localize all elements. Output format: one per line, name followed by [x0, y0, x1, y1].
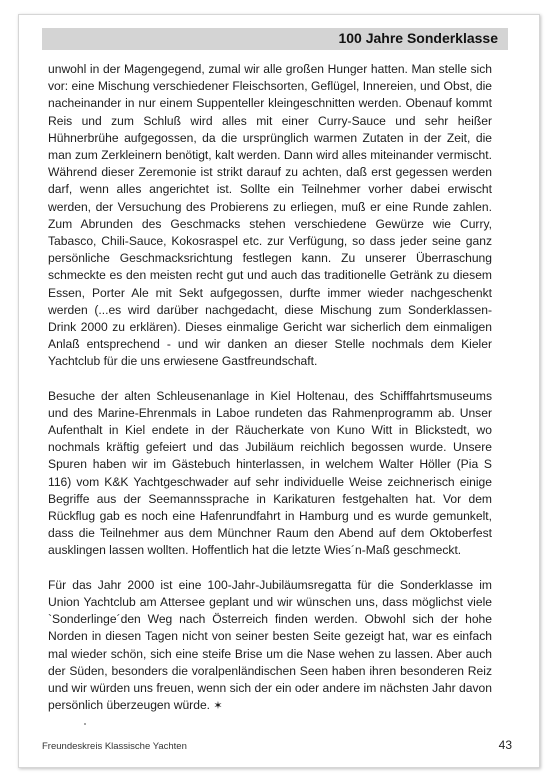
paragraph-2: Besuche der alten Schleusenanlage in Kiel Holtenau, des Schifffahrtsmuseums und des Marine-Ehrenmals in Laboe rundeten das Rahmenprogramm ab. Unser Aufenthalt in Kiel endete in der Räucherkate von Kuno Witt in Blickstedt, wo nochmals kräftig gefeiert und das Jubiläum reichlich begossen wurde. Unsere Spuren haben wir im Gästebuch hinterlassen, in welchem Walter Höller (Pia S 116) vom K&K Yachtgeschwader auf sehr individuelle Weise zeichnerisch einige Begriffe aus der Seemannssprache in Karikaturen festgehalten hat. Vor dem Rückflug gab es noch eine Hafenrundfahrt in Hamburg und es wurde gemunkelt, dass die Teilnehmer aus dem Münchner Raum den Abend auf dem Oktoberfest ausklingen lassen wollten. Hoffentlich hat die letzte Wies´n-Maß geschmeckt.: [48, 388, 492, 558]
paragraph-3: [48, 577, 492, 716]
decorative-dot: [84, 723, 86, 725]
end-mark-icon: ✶: [213, 700, 223, 713]
page-header-title: 100 Jahre Sonderklasse: [338, 30, 498, 46]
paragraph-1: unwohl in der Magengegend, zumal wir alle großen Hunger hatten. Man stelle sich vor: eine Mischung verschiedener Fleischsorten, Geflügel, Innereien, und Obst, die nacheinander in nur einem Suppenteller kleingeschnitten werden. Obenauf kommt Reis und zum Schluß wird alles mit einer Curry-Sauce und sehr heißer Hühnerbrühe aufgegossen, da die ursprünglich warmen Zutaten in der Zeit, die man zum Zerkleinern benötigt, kalt werden. Dann wird alles miteinander vermischt. Während dieser Zeremonie ist strikt darauf zu achten, daß erst gegessen werden darf, wenn alles angerichtet ist. Sollte ein Teilnehmer vorher dabei erwischt werden, der Versuchung des Probierens zu erliegen, muß er eine Runde zahlen. Zum Abrunden des Geschmacks stehen verschiedene Gewürze wie Curry, Tabasco, Chili-Sauce, Kokosraspel etc. zur Verfügung, so dass jeder seine ganz persönliche Geschmacksrichtung festlegen kann. Zu unserer Überraschung schmeckte es den meisten recht gut und auch das traditionelle Getränk zu diesem Essen, Porter Ale mit Sekt aufgegossen, durfte immer wieder nachgeschenkt werden (...es wird darüber nachgedacht, diese Mischung zum Sonderklassen-Drink 2000 zu erklären). Dieses einmalige Gericht war sicherlich dem einmaligen Anlaß entsprechend - und wir danken an dieser Stelle nochmals dem Kieler Yachtclub für die uns erwiesene Gastfreundschaft.: [48, 62, 492, 369]
article-body: [48, 61, 492, 715]
paragraph-3-text: Für das Jahr 2000 ist eine 100-Jahr-Jubiläumsregatta für die Sonderklasse im Union Yachtclub am Attersee geplant und wir wünschen uns, dass möglichst viele `Sonderlinge´den Weg nach Österreich finden werden. Obwohl sich der hohe Norden in diesen Tagen nicht von seiner besten Seite gezeigt hat, war es einfach mal wieder schön, sich eine steife Brise um die Nase wehen zu lassen. Aber auch der Süden, besonders die voralpenländischen Seen haben ihren besonderen Reiz und wir würden uns freuen, wenn sich der ein oder andere im nächsten Jahr davon persönlich überzeugen würde.: [48, 577, 492, 713]
header-bar: [42, 28, 508, 50]
page-number: 43: [498, 738, 512, 752]
footer-publisher: Freundeskreis Klassische Yachten: [42, 741, 187, 752]
